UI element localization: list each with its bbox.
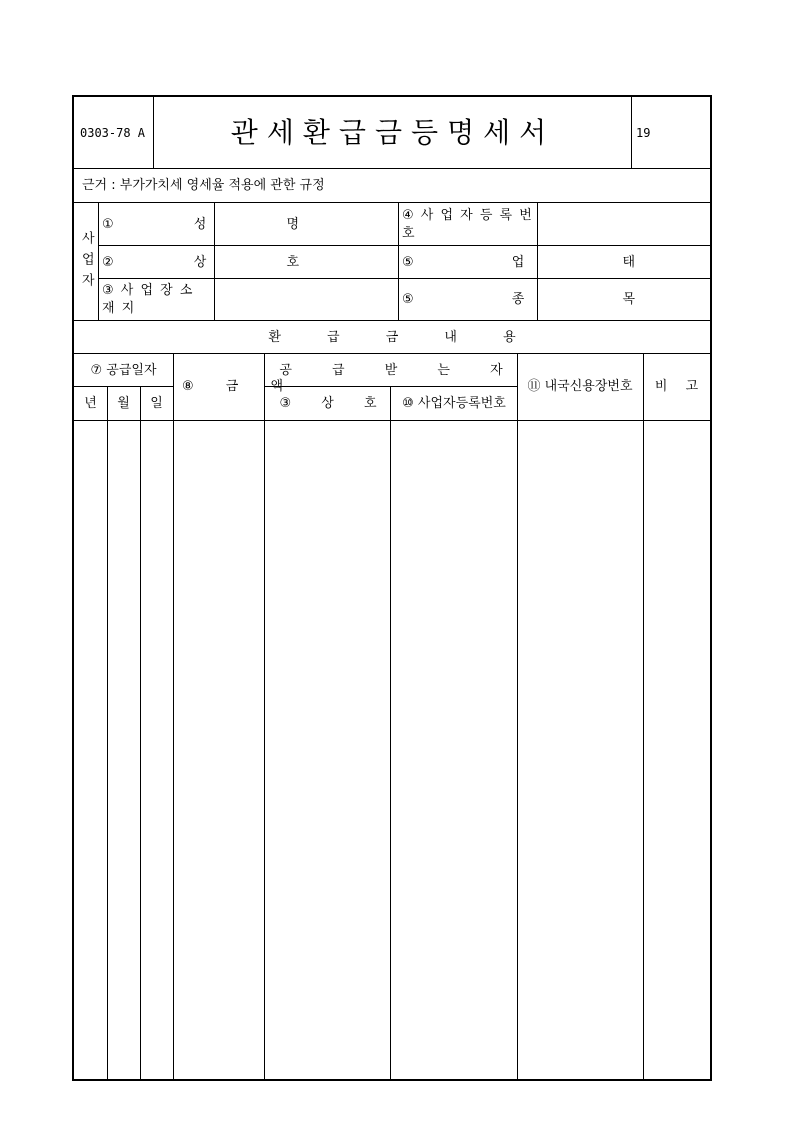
trade-name-value[interactable]: [215, 246, 398, 279]
business-item-label: ⑤ 종 목: [402, 292, 636, 308]
rule: [264, 353, 265, 1079]
supply-date-label: ⑦ 공급일자: [90, 362, 157, 378]
rule: [98, 245, 710, 246]
month-label: 월: [117, 395, 130, 411]
recipient-label: 공 급 받 는 자: [279, 362, 503, 378]
remarks-label: 비 고: [654, 379, 699, 395]
recipient-trade-name-label: ③ 상 호: [279, 395, 377, 411]
rule: [74, 320, 710, 321]
rule: [74, 202, 710, 203]
rule: [140, 386, 141, 1079]
rule: [517, 353, 518, 1079]
rule: [643, 353, 644, 1079]
name-label: ① 성 명: [102, 216, 300, 232]
recipient-business-no-label: ⑩ 사업자등록번호: [402, 395, 506, 411]
business-type-label: ⑤ 업 태: [402, 254, 636, 270]
rule: [98, 278, 710, 279]
amount-label: ⑧ 금 액: [182, 379, 284, 395]
rule: [74, 353, 710, 354]
address-label: ③ 사 업 장 소 재 지: [102, 283, 193, 316]
trade-name-label: ② 상 호: [102, 254, 300, 270]
rule: [390, 386, 391, 1079]
business-item-value[interactable]: [538, 279, 712, 321]
rule: [153, 97, 154, 169]
operator-group-label: 사업자: [78, 230, 94, 294]
year-label: 년: [84, 395, 97, 411]
rule: [98, 202, 99, 321]
business-type-value[interactable]: [538, 246, 712, 279]
rule: [74, 386, 173, 387]
section-title: 환 급 금 내 용: [268, 329, 516, 345]
entries-area[interactable]: [74, 420, 710, 1079]
day-label: 일: [150, 395, 163, 411]
rule: [173, 353, 174, 1079]
rule: [214, 202, 215, 321]
refund-statement-form: [72, 95, 712, 1081]
business-no-value[interactable]: [538, 203, 712, 246]
name-value[interactable]: [215, 203, 398, 246]
rule: [74, 420, 710, 421]
rule: [398, 202, 399, 321]
form-title: 관세환급금등명세서: [230, 116, 556, 150]
rule: [74, 168, 710, 169]
business-no-label: ④ 사 업 자 등 록 번 호: [402, 207, 532, 241]
rule: [107, 386, 108, 1079]
rule: [537, 202, 538, 321]
legal-basis: 근거 : 부가가치세 영세율 적용에 관한 규정: [82, 177, 325, 193]
year-prefix: 19: [636, 125, 651, 140]
form-code: 0303-78 A: [80, 125, 146, 140]
letter-of-credit-label: ⑪ 내국신용장번호: [527, 379, 633, 395]
rule: [631, 97, 632, 169]
address-value[interactable]: [215, 279, 398, 321]
